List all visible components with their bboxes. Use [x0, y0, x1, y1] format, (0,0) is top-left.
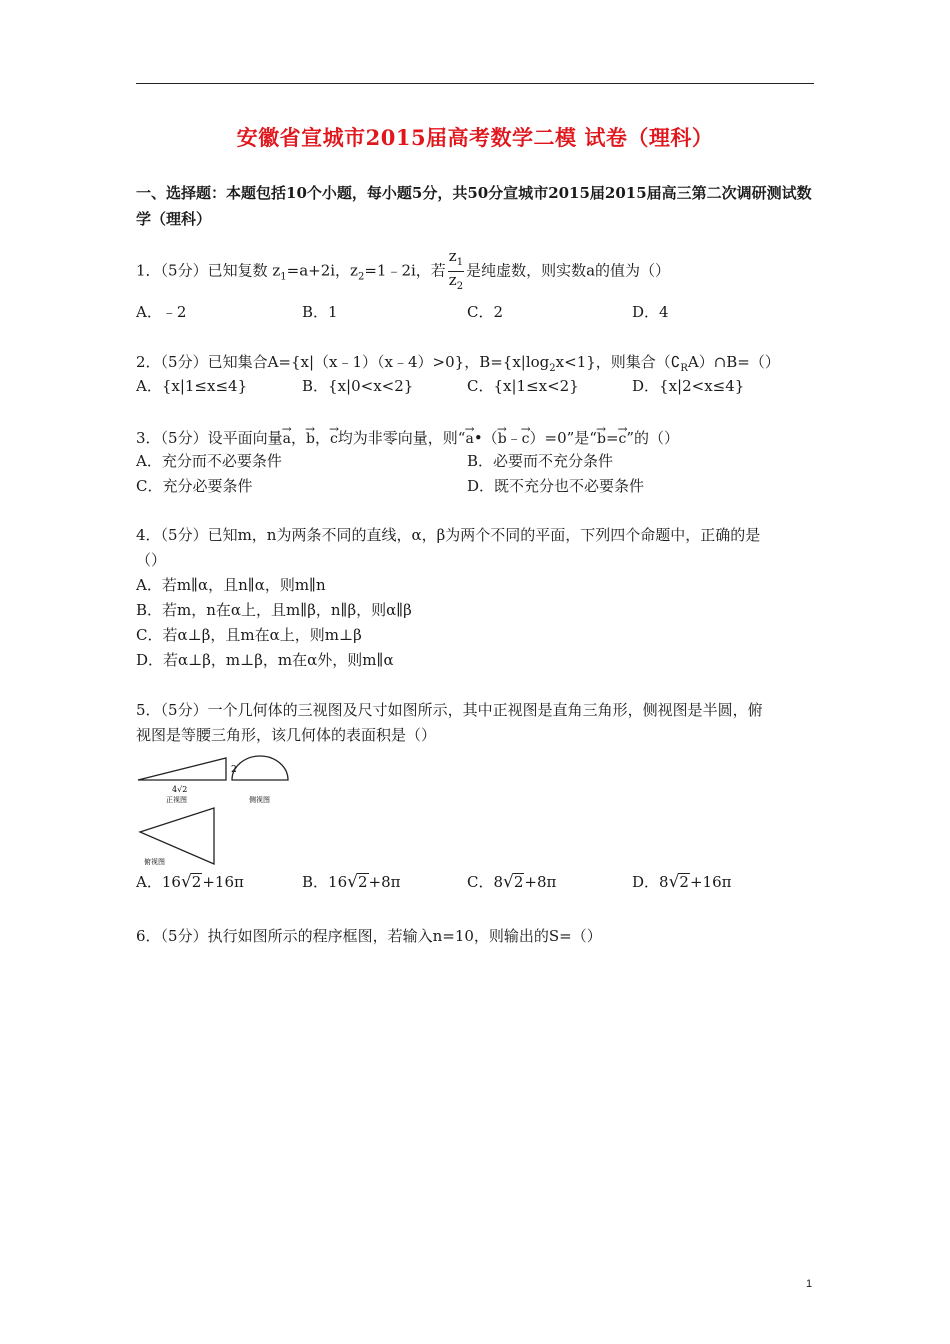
- q1-frac-den-sub: 2: [456, 281, 464, 292]
- q5-option-d: [632, 872, 731, 892]
- q4-option-c: C．若α⊥β，且m在α上，则m⊥β: [136, 626, 362, 644]
- q3-text-d: ”的（）: [626, 429, 680, 447]
- header-rule: [136, 83, 814, 84]
- q1-text-b: =a+2i，z: [286, 261, 358, 280]
- question-2: [136, 352, 780, 379]
- q5-b-tail: +8π: [368, 873, 401, 891]
- q2-text-a: 2．（5分）已知集合A={x|（x﹣1）（x﹣4）>0}，B={x|log: [136, 353, 550, 371]
- q3-option-d: D．既不充分也不必要条件: [467, 477, 645, 495]
- top-view-triangle: [140, 808, 214, 864]
- three-view-figure: [136, 752, 296, 868]
- question-3: 3．（5分）设平面向量→ a，→ b，→ c均为非零向量，则“→ a•（→ b﹣→ c）=0”是“→ b=→ c”的（）: [136, 426, 679, 448]
- q5-c-tail: +8π: [524, 873, 557, 891]
- q2-text-b: x<1}，则集合（∁: [555, 353, 681, 371]
- q4-option-a: A．若m∥α，且n∥α，则m∥n: [136, 576, 326, 594]
- q5-stem-line2: 视图是等腰三角形，该几何体的表面积是（）: [136, 726, 437, 744]
- q1-text-a: 1．（5分）已知复数 z: [136, 261, 281, 280]
- q5-option-a: [136, 872, 244, 892]
- q2-option-b: B．{x|0<x<2}: [302, 377, 414, 395]
- q2-option-a: A．{x|1≤x≤4}: [136, 377, 248, 395]
- q1-option-a: A．﹣2: [136, 303, 187, 321]
- q2-complement-sub: R: [680, 363, 688, 374]
- front-view-label: 正视图: [166, 796, 187, 804]
- vector-c-2: → c: [522, 426, 530, 446]
- vector-a: → a: [283, 426, 291, 446]
- radical-sign: √: [503, 872, 514, 892]
- q5-c-radicand: 2: [513, 873, 524, 891]
- q4-option-b: B．若m，n在α上，且m∥β，n∥β，则α∥β: [136, 601, 412, 619]
- q4-stem-line2: （）: [136, 551, 167, 569]
- q1-sub-1: 1: [280, 271, 287, 283]
- side-view-semicircle: [232, 756, 288, 780]
- page-title: 安徽省宣城市2015届高考数学二模 试卷（理科）: [236, 125, 714, 150]
- q2-option-c: C．{x|1≤x<2}: [467, 377, 579, 395]
- side-view-label: 侧视图: [249, 796, 270, 804]
- vector-a-2: → a: [465, 426, 473, 446]
- radical-sign: √: [668, 872, 680, 892]
- vector-c-3: → c: [619, 426, 627, 446]
- vector-b-2: → b: [498, 426, 507, 446]
- q1-option-b: B．1: [302, 303, 338, 321]
- q1-option-c: C．2: [467, 303, 504, 321]
- q3-option-c: C．充分必要条件: [136, 477, 253, 495]
- q5-c-letter: C．: [467, 873, 494, 891]
- q4-stem-line1: 4．（5分）已知m，n为两条不同的直线，α，β为两个不同的平面，下列四个命题中，正确的是: [136, 526, 761, 544]
- q5-d-radicand: 2: [679, 873, 689, 891]
- q2-text-c: A）∩B=（）: [687, 353, 780, 371]
- front-view-triangle: [138, 758, 226, 780]
- fig-dim-height: 2: [231, 765, 237, 775]
- q5-b-coef: 16: [328, 873, 348, 891]
- fig-dim-base: 4√2: [172, 785, 188, 794]
- q5-d-letter: D．: [632, 873, 660, 891]
- q1-sub-2: 2: [357, 271, 365, 283]
- vector-b-3: → b: [597, 426, 606, 446]
- q5-option-b: [302, 872, 401, 892]
- q2-log-sub: 2: [549, 363, 556, 374]
- vector-b: → b: [306, 426, 315, 446]
- top-view-label: 俯视图: [144, 858, 165, 866]
- q3-option-a: A．充分而不必要条件: [136, 452, 282, 470]
- q5-a-letter: A．: [136, 873, 162, 891]
- q5-d-tail: +16π: [689, 873, 732, 891]
- radical-sign: √: [180, 872, 192, 892]
- q1-text-c: =1﹣2i，若: [364, 261, 446, 280]
- q5-b-radicand: 2: [357, 873, 368, 891]
- q3-text-c: =0”是“: [544, 429, 597, 447]
- q1-option-d: D．4: [632, 303, 669, 321]
- question-6: 6．（5分）执行如图所示的程序框图，若输入n=10，则输出的S=（）: [136, 927, 602, 945]
- question-1: [136, 248, 670, 295]
- radical-sign: √: [347, 872, 358, 892]
- q5-a-coef: 16: [161, 873, 181, 891]
- q5-a-tail: +16π: [202, 873, 244, 891]
- q1-frac-den: z: [448, 271, 457, 289]
- section-heading: 一、选择题：本题包括10个小题，每小题5分，共50分宣城市2015届2015届高三第二次调研测试数学（理科）: [136, 184, 812, 228]
- vector-c: → c: [330, 426, 338, 446]
- q3-text-b: 均为非零向量，则“: [337, 429, 466, 447]
- q5-d-coef: 8: [659, 873, 669, 891]
- q5-a-radicand: 2: [191, 873, 202, 891]
- q1-fraction: [448, 248, 464, 295]
- q1-text-d: 是纯虚数，则实数a的值为（）: [466, 261, 671, 280]
- q1-frac-num-sub: 1: [456, 257, 464, 268]
- q1-frac-num: z: [448, 247, 457, 265]
- q3-option-b: B．必要而不充分条件: [467, 452, 614, 470]
- q3-text-a: 3．（5分）设平面向量: [136, 429, 283, 447]
- q4-option-d: D．若α⊥β，m⊥β，m在α外，则m∥α: [136, 651, 394, 669]
- q5-stem-line1: 5．（5分）一个几何体的三视图及尺寸如图所示，其中正视图是直角三角形，侧视图是半圆，俯: [136, 701, 763, 719]
- q2-option-d: D．{x|2<x≤4}: [632, 377, 745, 395]
- q5-option-c: [467, 872, 556, 892]
- page-number: 1: [806, 1278, 813, 1290]
- q5-b-letter: B．: [302, 873, 329, 891]
- q5-c-coef: 8: [493, 873, 504, 891]
